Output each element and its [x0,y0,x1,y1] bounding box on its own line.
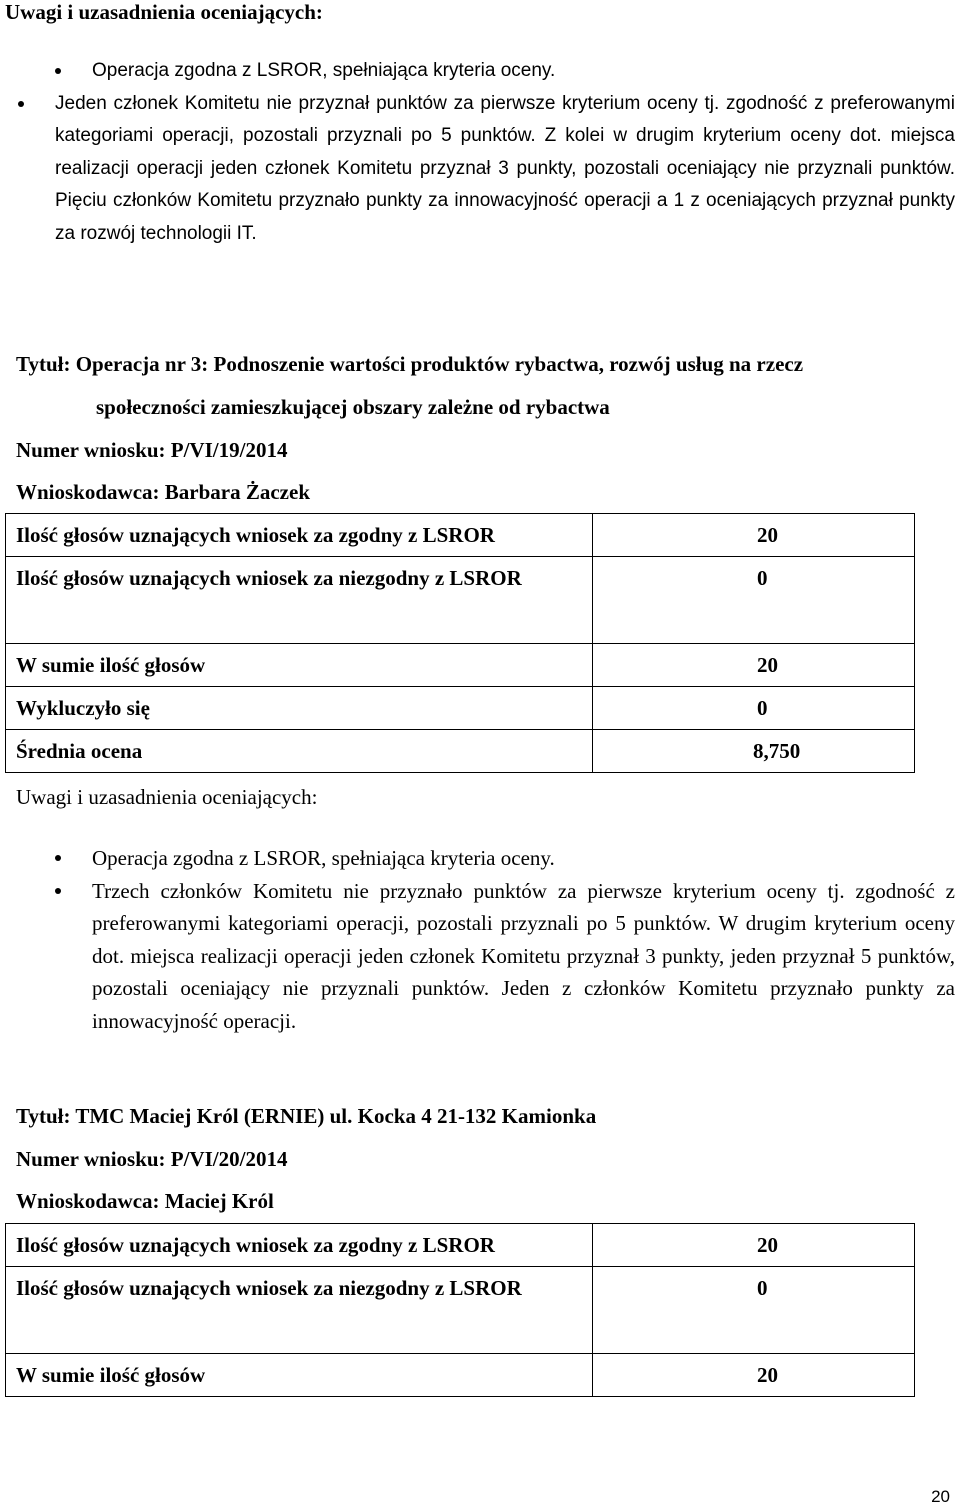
list-item [55,875,955,1038]
list-item-text: Operacja zgodna z LSROR, spełniająca kryteria oceny. [92,60,556,81]
remarks-list [55,842,955,1037]
row-value: 0 [593,687,915,730]
list-item [55,55,955,88]
row-value: 8,750 [593,730,915,773]
table-row [6,1267,915,1354]
row-value: 20 [593,1354,915,1397]
applicant: Wnioskodawca: Maciej Król [16,1189,274,1213]
row-label: Ilość głosów uznających wniosek za niezgodny z LSROR [6,1267,593,1354]
list-item [55,842,955,875]
row-label: Średnia ocena [6,730,593,773]
bullet-icon [18,101,24,107]
row-label: Ilość głosów uznających wniosek za zgodny z LSROR [6,1224,593,1267]
row-value: 0 [593,1267,915,1354]
bullet-icon [55,888,61,894]
table-row [6,730,915,773]
page-number: 20 [931,1487,950,1506]
table-row [6,1224,915,1267]
row-value: 20 [593,514,915,557]
applicant: Wnioskodawca: Barbara Żaczek [16,480,310,504]
table-row [6,514,915,557]
remarks-heading: Uwagi i uzasadnienia oceniających: [16,785,318,809]
operation-title-continued: społeczności zamieszkującej obszary zależne od rybactwa [96,395,610,419]
row-label: Wykluczyło się [6,687,593,730]
votes-table [5,513,915,773]
bullet-icon [55,68,61,74]
list-item-text: Jeden członek Komitetu nie przyznał punktów za pierwsze kryterium oceny tj. zgodność z preferowanymi kategoriami operacji, pozostali przyznali po 5 punktów. Z kolei w drugim kryterium oceny dot. miejsca realizacji operacji jeden członek Komitetu przyznał 3 punkty, pozostali oceniający nie przyznali punktów. Pięciu członków Komitetu przyznało punkty za innowacyjność operacji a 1 z oceniających przyznał punkty za rozwój technologii IT. [55,92,955,244]
row-label: W sumie ilość głosów [6,1354,593,1397]
table-row [6,557,915,644]
row-label: W sumie ilość głosów [6,644,593,687]
votes-table [5,1223,915,1397]
list-item-text: Operacja zgodna z LSROR, spełniająca kryteria oceny. [92,846,555,870]
application-number: Numer wniosku: P/VI/20/2014 [16,1147,288,1171]
remarks-list [55,55,955,250]
operation-title: Tytuł: Operacja nr 3: Podnoszenie wartości produktów rybactwa, rozwój usług na rzecz [16,352,804,376]
table-row [6,1354,915,1397]
application-number: Numer wniosku: P/VI/19/2014 [16,438,288,462]
remarks-heading: Uwagi i uzasadnienia oceniających: [5,0,323,24]
row-label: Ilość głosów uznających wniosek za zgodny z LSROR [6,514,593,557]
operation-title: Tytuł: TMC Maciej Król (ERNIE) ul. Kocka 4 21-132 Kamionka [16,1104,597,1128]
table-row [6,687,915,730]
list-item-text: Trzech członków Komitetu nie przyznało punktów za pierwsze kryterium oceny tj. zgodność z preferowanymi kategoriami operacji, pozostali przyznali po 5 punktów. W drugim kryterium oceny dot. miejsca realizacji operacji jeden członek Komitetu przyznał 3 punkty, jeden przyznał 5 punktów, pozostali oceniający nie przyznali punktów. Jeden z członków Komitetu przyznało punkty za innowacyjność operacji. [92,878,955,1033]
row-value: 0 [593,557,915,644]
table-row [6,644,915,687]
row-value: 20 [593,644,915,687]
row-value: 20 [593,1224,915,1267]
bullet-icon [55,855,61,861]
row-label: Ilość głosów uznających wniosek za niezgodny z LSROR [6,557,593,644]
list-item [18,88,955,251]
